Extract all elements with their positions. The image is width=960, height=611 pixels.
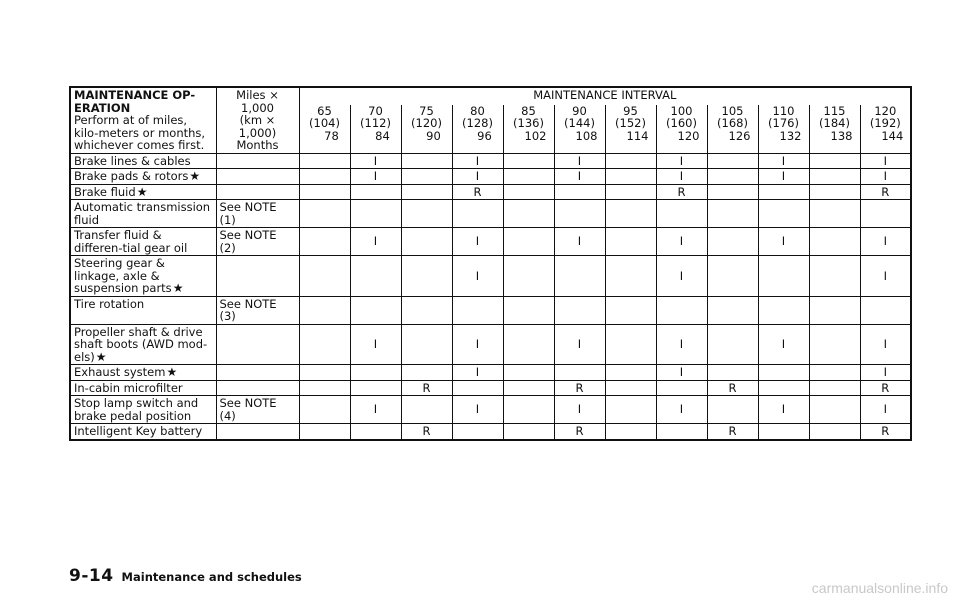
interval-mark-cell (350, 365, 401, 381)
interval-mark-cell: R (452, 184, 503, 200)
interval-mark-cell (452, 380, 503, 396)
page-footer (69, 566, 302, 586)
interval-mark-cell: R (860, 424, 911, 440)
interval-mark-cell (860, 200, 911, 228)
interval-mark-cell (350, 256, 401, 297)
interval-mark-cell: I (554, 169, 605, 185)
interval-mark-cell: I (452, 396, 503, 424)
operation-cell (70, 200, 216, 228)
interval-km: (136) (513, 116, 544, 131)
interval-mark-cell (809, 184, 860, 200)
interval-mark-cell (758, 380, 809, 396)
interval-miles: 95 (623, 103, 638, 118)
interval-mark-cell: I (452, 324, 503, 365)
units-column-header (216, 87, 299, 153)
operation-label: Automatic transmission fluid (74, 200, 211, 227)
interval-km: (160) (666, 116, 697, 131)
units-months-label: Months (236, 138, 279, 152)
interval-mark-cell: I (452, 228, 503, 256)
note-cell: See NOTE (3) (216, 296, 299, 324)
interval-mark-cell (503, 228, 554, 256)
interval-column-header (299, 105, 350, 153)
operation-label: Tire rotation (74, 296, 145, 311)
interval-mark-cell (401, 153, 452, 169)
interval-mark-cell: I (452, 256, 503, 297)
interval-mark-cell (299, 184, 350, 200)
table-row (70, 184, 911, 200)
interval-mark-cell (707, 396, 758, 424)
star-icon: ★ (189, 169, 201, 183)
interval-mark-cell (758, 424, 809, 440)
interval-mark-cell: I (758, 153, 809, 169)
interval-column-header (605, 105, 656, 153)
interval-mark-cell: I (554, 153, 605, 169)
interval-mark-cell (350, 184, 401, 200)
interval-column-header (401, 105, 452, 153)
interval-mark-cell: R (656, 184, 707, 200)
interval-mark-cell: R (554, 424, 605, 440)
interval-mark-cell: I (860, 324, 911, 365)
note-cell (216, 324, 299, 365)
interval-mark-cell (809, 365, 860, 381)
interval-months: 126 (728, 128, 751, 143)
interval-mark-cell (299, 228, 350, 256)
interval-mark-cell (656, 296, 707, 324)
interval-mark-cell: I (452, 365, 503, 381)
operation-label: Transfer fluid & differen-tial gear oil (74, 228, 188, 255)
interval-miles: 110 (772, 103, 795, 118)
maintenance-interval-title: MAINTENANCE INTERVAL (299, 87, 911, 105)
interval-mark-cell (707, 153, 758, 169)
note-cell: See NOTE (1) (216, 200, 299, 228)
interval-mark-cell (605, 228, 656, 256)
interval-mark-cell (350, 424, 401, 440)
interval-km: (168) (717, 116, 748, 131)
note-cell: See NOTE (4) (216, 396, 299, 424)
interval-months: 84 (375, 128, 390, 143)
interval-mark-cell (401, 184, 452, 200)
interval-mark-cell (299, 256, 350, 297)
interval-mark-cell (707, 324, 758, 365)
interval-km: (128) (462, 116, 493, 131)
interval-mark-cell (707, 365, 758, 381)
interval-mark-cell (401, 396, 452, 424)
interval-mark-cell: I (860, 169, 911, 185)
interval-months: 132 (779, 128, 802, 143)
interval-mark-cell (809, 296, 860, 324)
interval-mark-cell (350, 296, 401, 324)
operation-cell (70, 424, 216, 440)
operation-cell (70, 153, 216, 169)
interval-mark-cell: I (554, 396, 605, 424)
star-icon: ★ (172, 281, 184, 295)
maintenance-table (69, 86, 912, 441)
interval-km: (152) (615, 116, 646, 131)
operation-cell (70, 380, 216, 396)
operation-cell (70, 169, 216, 185)
table-row (70, 200, 911, 228)
interval-months: 108 (575, 128, 598, 143)
watermark-text: carmanualsonline.info (811, 580, 948, 596)
interval-km: (104) (309, 116, 340, 131)
interval-mark-cell (809, 424, 860, 440)
interval-mark-cell (605, 380, 656, 396)
interval-months: 144 (881, 128, 904, 143)
interval-mark-cell: I (656, 153, 707, 169)
interval-mark-cell (605, 324, 656, 365)
interval-mark-cell (809, 324, 860, 365)
star-icon: ★ (166, 365, 178, 379)
interval-mark-cell: I (350, 169, 401, 185)
interval-mark-cell: R (554, 380, 605, 396)
interval-mark-cell: I (656, 228, 707, 256)
interval-column-header (350, 105, 401, 153)
interval-mark-cell (503, 296, 554, 324)
interval-mark-cell: I (350, 228, 401, 256)
interval-miles: 70 (368, 103, 383, 118)
interval-km: (192) (869, 116, 901, 131)
interval-mark-cell (758, 365, 809, 381)
interval-miles: 75 (419, 103, 434, 118)
operation-label: Exhaust system (74, 365, 166, 379)
interval-mark-cell: I (452, 153, 503, 169)
table-row (70, 296, 911, 324)
interval-miles: 85 (521, 103, 536, 118)
interval-mark-cell (299, 169, 350, 185)
interval-mark-cell (707, 200, 758, 228)
interval-mark-cell (605, 184, 656, 200)
interval-column-header (554, 105, 605, 153)
interval-mark-cell (809, 396, 860, 424)
table-row (70, 380, 911, 396)
star-icon: ★ (95, 349, 107, 364)
interval-mark-cell (299, 153, 350, 169)
interval-column-header (656, 105, 707, 153)
section-title: Maintenance and schedules (121, 570, 302, 584)
interval-mark-cell (503, 153, 554, 169)
interval-mark-cell (707, 184, 758, 200)
interval-mark-cell: I (860, 256, 911, 297)
interval-mark-cell: I (860, 228, 911, 256)
interval-months: 96 (477, 128, 492, 143)
interval-mark-cell (605, 169, 656, 185)
interval-mark-cell (605, 256, 656, 297)
note-cell (216, 380, 299, 396)
interval-mark-cell: I (554, 324, 605, 365)
interval-months: 138 (830, 128, 853, 143)
interval-miles: 65 (317, 103, 332, 118)
interval-miles: 120 (874, 103, 897, 118)
interval-mark-cell (503, 184, 554, 200)
interval-mark-cell: I (860, 153, 911, 169)
interval-mark-cell (605, 424, 656, 440)
interval-mark-cell (350, 200, 401, 228)
interval-mark-cell (809, 169, 860, 185)
interval-mark-cell (809, 153, 860, 169)
interval-mark-cell (656, 424, 707, 440)
interval-miles: 90 (572, 103, 587, 118)
interval-mark-cell (299, 424, 350, 440)
interval-mark-cell (503, 380, 554, 396)
interval-mark-cell (605, 153, 656, 169)
interval-mark-cell (503, 396, 554, 424)
interval-miles: 80 (470, 103, 485, 118)
table-row (70, 324, 911, 365)
interval-miles: 100 (670, 103, 693, 118)
interval-mark-cell (758, 184, 809, 200)
table-row (70, 256, 911, 297)
interval-mark-cell: I (758, 324, 809, 365)
interval-column-header (707, 105, 758, 153)
interval-column-header (809, 105, 860, 153)
table-header (70, 87, 911, 153)
interval-mark-cell (758, 200, 809, 228)
interval-mark-cell (503, 365, 554, 381)
interval-mark-cell (605, 365, 656, 381)
interval-mark-cell (299, 380, 350, 396)
interval-mark-cell (299, 324, 350, 365)
interval-km: (144) (564, 116, 595, 131)
interval-mark-cell (758, 256, 809, 297)
operation-label: Brake lines & cables (74, 153, 191, 168)
interval-mark-cell (401, 365, 452, 381)
interval-mark-cell (656, 200, 707, 228)
interval-mark-cell: I (656, 396, 707, 424)
interval-mark-cell (809, 228, 860, 256)
interval-miles: 105 (721, 103, 744, 118)
interval-mark-cell (503, 200, 554, 228)
interval-mark-cell: R (860, 380, 911, 396)
interval-mark-cell (299, 296, 350, 324)
units-km-label: (km × 1,000) (238, 113, 277, 140)
interval-mark-cell: I (656, 169, 707, 185)
operation-cell (70, 228, 216, 256)
interval-mark-cell (401, 228, 452, 256)
interval-mark-cell (809, 256, 860, 297)
table-row (70, 424, 911, 440)
interval-mark-cell (605, 200, 656, 228)
operation-cell (70, 296, 216, 324)
interval-months: 114 (626, 128, 649, 143)
table-body (70, 153, 911, 440)
operation-cell (70, 365, 216, 381)
interval-mark-cell (707, 256, 758, 297)
interval-mark-cell (452, 200, 503, 228)
note-cell (216, 169, 299, 185)
interval-mark-cell: I (554, 228, 605, 256)
interval-mark-cell (401, 296, 452, 324)
interval-mark-cell: I (656, 365, 707, 381)
interval-mark-cell (860, 296, 911, 324)
interval-km: (176) (768, 116, 799, 131)
interval-mark-cell (605, 396, 656, 424)
interval-km: (120) (411, 116, 442, 131)
operation-cell (70, 396, 216, 424)
interval-mark-cell (299, 200, 350, 228)
table-row (70, 169, 911, 185)
interval-mark-cell: I (860, 365, 911, 381)
note-cell (216, 184, 299, 200)
interval-mark-cell: R (707, 424, 758, 440)
interval-mark-cell (554, 184, 605, 200)
interval-mark-cell (350, 380, 401, 396)
operation-cell (70, 256, 216, 297)
interval-mark-cell: R (401, 424, 452, 440)
star-icon: ★ (136, 184, 148, 199)
interval-months: 90 (426, 128, 441, 143)
interval-months: 102 (524, 128, 547, 143)
interval-months: 78 (324, 128, 339, 143)
interval-mark-cell (605, 296, 656, 324)
interval-mark-cell (299, 396, 350, 424)
interval-mark-cell (554, 256, 605, 297)
interval-mark-cell (809, 380, 860, 396)
operation-label: Propeller shaft & drive shaft boots (AWD mod-els) (74, 324, 208, 364)
interval-mark-cell: R (707, 380, 758, 396)
note-cell (216, 424, 299, 440)
interval-mark-cell (707, 169, 758, 185)
operation-label: Brake fluid (74, 184, 136, 199)
note-cell: See NOTE (2) (216, 228, 299, 256)
table-row (70, 365, 911, 381)
interval-mark-cell (503, 256, 554, 297)
table-row (70, 153, 911, 169)
interval-mark-cell (656, 380, 707, 396)
interval-miles: 115 (823, 103, 846, 118)
interval-mark-cell: I (758, 169, 809, 185)
interval-months: 120 (677, 128, 700, 143)
operation-label: Stop lamp switch and brake pedal position (74, 396, 199, 423)
operation-cell (70, 184, 216, 200)
note-cell (216, 365, 299, 381)
interval-mark-cell (809, 200, 860, 228)
interval-mark-cell: R (401, 380, 452, 396)
operation-column-header (70, 87, 216, 153)
operation-label: Brake pads & rotors (74, 169, 189, 183)
note-cell (216, 153, 299, 169)
operation-header-text: Perform at of miles, kilo-meters or months, whichever comes first. (74, 113, 206, 152)
table-row (70, 228, 911, 256)
operation-header-title: MAINTENANCE OP-ERATION (74, 88, 196, 115)
interval-mark-cell (554, 296, 605, 324)
interval-mark-cell (401, 256, 452, 297)
operation-label: Intelligent Key battery (74, 424, 203, 438)
header-row (70, 87, 911, 105)
table-row (70, 396, 911, 424)
interval-mark-cell: I (350, 324, 401, 365)
page-number: 9-14 (69, 566, 114, 586)
interval-mark-cell (299, 365, 350, 381)
interval-mark-cell (758, 296, 809, 324)
interval-mark-cell: I (350, 396, 401, 424)
interval-mark-cell: I (860, 396, 911, 424)
interval-mark-cell: R (860, 184, 911, 200)
interval-mark-cell (401, 169, 452, 185)
interval-mark-cell (554, 200, 605, 228)
interval-mark-cell: I (758, 396, 809, 424)
interval-mark-cell: I (350, 153, 401, 169)
interval-mark-cell: I (656, 324, 707, 365)
interval-mark-cell (452, 424, 503, 440)
interval-mark-cell: I (758, 228, 809, 256)
interval-mark-cell (503, 169, 554, 185)
interval-mark-cell (554, 365, 605, 381)
interval-mark-cell (707, 228, 758, 256)
note-cell (216, 256, 299, 297)
interval-mark-cell (401, 200, 452, 228)
interval-column-header (503, 105, 554, 153)
interval-km: (184) (819, 116, 850, 131)
operation-cell (70, 324, 216, 365)
interval-mark-cell (503, 324, 554, 365)
operation-label: In-cabin microfilter (74, 380, 183, 395)
interval-column-header (758, 105, 809, 153)
operation-label: Steering gear & linkage, axle & suspension parts (74, 256, 172, 295)
interval-mark-cell (401, 324, 452, 365)
interval-mark-cell (707, 296, 758, 324)
interval-mark-cell (503, 424, 554, 440)
interval-column-header (452, 105, 503, 153)
interval-mark-cell: I (656, 256, 707, 297)
units-miles-label: Miles × 1,000 (236, 88, 279, 115)
interval-mark-cell: I (452, 169, 503, 185)
interval-mark-cell (452, 296, 503, 324)
interval-column-header (860, 105, 911, 153)
interval-km: (112) (360, 116, 391, 131)
